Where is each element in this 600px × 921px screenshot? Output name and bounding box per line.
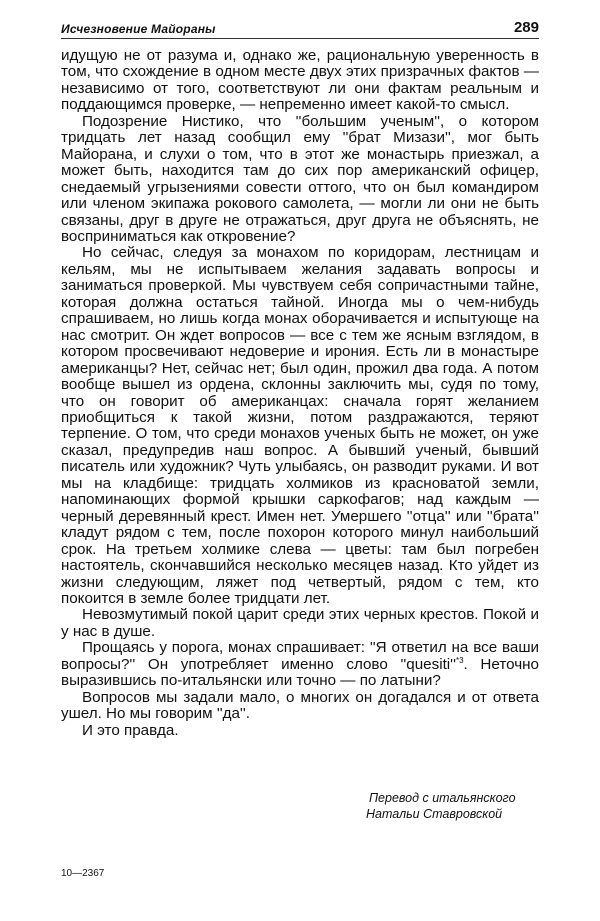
paragraph: Подозрение Нистико, что ''большим ученым'', о котором тридцать лет назад сообщил ему ''брат Мизази'', мог быть Майорана, и слухи о том, что в этот же монастырь приезжал, а может быть, находится там до сих пор американский офицер, снедаемый угрызениями совести оттого, что он был командиром или членом экипажа рокового самолета, — могли ли они не быть связаны, друг в друге не отражаться, друг друга не объяснять, не восприниматься как откровение?	[61, 112, 539, 245]
paragraph-text: Прощаясь у порога, монах спрашивает: ''Я ответил на все ваши вопросы?'' Он употребляет именно слово ''quesiti''	[61, 639, 539, 673]
book-page	[61, 0, 539, 921]
paragraph: И это правда.	[82, 721, 179, 739]
running-title: Исчезновение Майораны	[61, 22, 216, 36]
page-number: 289	[513, 19, 539, 36]
paragraph-text-tail: . Неточно выразившись по-итальянски или точно — по латыни?	[61, 655, 539, 690]
attribution-line: Натальи Ставровской	[366, 807, 503, 821]
paragraph: идущую не от разума и, однако же, рациональную уверенность в том, что схождение в одном месте двух этих призрачных фактов — независимо от того, соответствуют ли они фактам реальным и поддающимся проверке, — непременно имеет какой-то смысл.	[61, 47, 539, 114]
paragraph	[61, 640, 539, 689]
running-head	[61, 20, 539, 39]
paragraph: Невозмутимый покой царит среди этих черных крестов. Покой и у нас в душе.	[61, 606, 539, 640]
attribution-line: Перевод с итальянского	[369, 791, 516, 805]
paragraph: Вопросов мы задали мало, о многих он догадался и от ответа ушел. Но мы говорим ''да''.	[61, 688, 539, 723]
paragraph: Но сейчас, следуя за монахом по коридорам, лестницам и кельям, мы не испытываем желания задавать вопросы и заниматься проверкой. Мы чувствуем себя сопричастными тайне, которая должна остаться тайной. Иногда мы о чем-нибудь спрашиваем, но лишь когда монах оборачивается и испытующе на нас смотрит. Он ждет вопросов — все с тем же ясным взглядом, в котором просвечивают недоверие и ирония. Есть ли в монастыре американцы? Нет, сейчас нет; был один, прожил два года. А потом вообще вышел из ордена, склонны заключить мы, судя по тому, что он говорит об американцах: сначала горят желанием приобщиться к такой жизни, потом раздражаются, теряют терпение. О том, что среди монахов ученых быть не может, он уже сказал, предупредив наш вопрос. А бывший ученый, бывший писатель или художник? Чуть улыбаясь, он разводит руками. И вот мы на кладбище: тридцать холмиков из красноватой земли, напоминающих формой крышки саркофагов; над каждым — черный деревянный крест. Имен нет. Умершего ''отца'' или ''брата'' кладут рядом с тем, после похорон которого минул наибольший срок. На третьем холмике слева — цветы: там был погребен настоятель, скончавшийся несколько месяцев назад. Кто уйдет из жизни следующим, ляжет под четвертый, рядом с тем, кто покоится в земле более тридцати лет.	[61, 244, 539, 607]
footnote-marker: *3	[455, 655, 464, 665]
body-text	[61, 48, 539, 739]
translator-attribution	[366, 790, 516, 822]
printer-signature: 10—2367	[61, 868, 105, 879]
